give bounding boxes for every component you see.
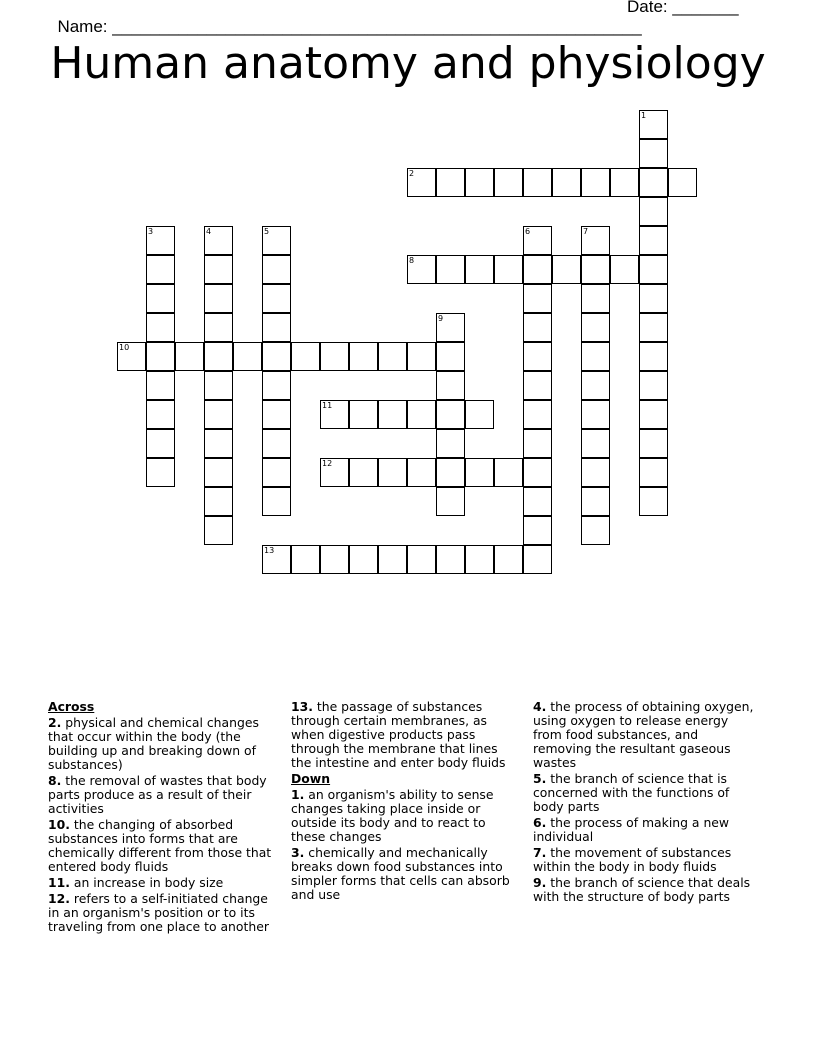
grid-cell[interactable] (262, 458, 291, 487)
grid-cell[interactable] (581, 342, 610, 371)
grid-cell[interactable] (523, 516, 552, 545)
grid-cell[interactable] (494, 255, 523, 284)
grid-cell[interactable] (204, 342, 233, 371)
grid-cell[interactable] (204, 313, 233, 342)
cell-number: 13 (264, 546, 275, 555)
grid-cell[interactable] (639, 313, 668, 342)
across-heading: Across (48, 699, 95, 714)
grid-cell[interactable] (262, 429, 291, 458)
grid-cell[interactable] (639, 400, 668, 429)
grid-cell[interactable] (204, 400, 233, 429)
grid-cell[interactable] (639, 226, 668, 255)
clue-column-1 (48, 700, 276, 936)
cell-number: 5 (264, 227, 270, 236)
grid-cell[interactable] (146, 429, 175, 458)
grid-cell[interactable] (523, 226, 552, 255)
grid-cell[interactable] (494, 458, 523, 487)
down-clue-3: 3. chemically and mechanically breaks down food substances into simpler forms that cells can absorb and use (291, 845, 510, 902)
grid-cell[interactable] (175, 342, 204, 371)
date-field-label[interactable]: Date: _______ (627, 0, 739, 16)
grid-cell[interactable] (639, 168, 668, 197)
grid-cell[interactable] (465, 400, 494, 429)
down-clue-6: 6. the process of making a new individual (533, 815, 730, 844)
grid-cell[interactable] (320, 400, 349, 429)
grid-cell[interactable] (581, 371, 610, 400)
grid-cell[interactable] (349, 458, 378, 487)
grid-cell[interactable] (291, 545, 320, 574)
across-clue-11: 11. an increase in body size (48, 875, 224, 890)
grid-cell[interactable] (146, 342, 175, 371)
grid-cell[interactable] (465, 168, 494, 197)
cell-number: 2 (409, 169, 415, 178)
grid-cell[interactable] (552, 255, 581, 284)
grid-cell[interactable] (581, 313, 610, 342)
grid-cell[interactable] (523, 458, 552, 487)
grid-cell[interactable] (204, 458, 233, 487)
grid-cell[interactable] (349, 400, 378, 429)
grid-cell[interactable] (436, 255, 465, 284)
grid-cell[interactable] (552, 168, 581, 197)
grid-cell[interactable] (320, 458, 349, 487)
across-clue-13: 13. the passage of substances through certain membranes, as when digestive products pass through the membrane that lines the intestine and enter body fluids (291, 699, 506, 770)
cell-number: 4 (206, 227, 212, 236)
grid-cell[interactable] (523, 487, 552, 516)
grid-cell[interactable] (523, 284, 552, 313)
grid-cell[interactable] (436, 487, 465, 516)
grid-cell[interactable] (581, 458, 610, 487)
grid-cell[interactable] (146, 371, 175, 400)
grid-cell[interactable] (291, 342, 320, 371)
grid-cell[interactable] (639, 458, 668, 487)
clue-column-3 (533, 700, 755, 906)
grid-cell[interactable] (639, 487, 668, 516)
grid-cell[interactable] (407, 458, 436, 487)
grid-cell[interactable] (581, 487, 610, 516)
grid-cell[interactable] (407, 168, 436, 197)
grid-cell[interactable] (146, 400, 175, 429)
grid-cell[interactable] (262, 313, 291, 342)
grid-cell[interactable] (204, 255, 233, 284)
grid-cell[interactable] (465, 255, 494, 284)
grid-cell[interactable] (668, 168, 697, 197)
grid-cell[interactable] (639, 429, 668, 458)
cell-number: 1 (641, 111, 647, 120)
grid-cell[interactable] (146, 458, 175, 487)
grid-cell[interactable] (639, 284, 668, 313)
down-clue-9: 9. the branch of science that deals with the structure of body parts (533, 875, 751, 904)
grid-cell[interactable] (465, 545, 494, 574)
grid-cell[interactable] (436, 371, 465, 400)
grid-cell[interactable] (581, 400, 610, 429)
down-heading: Down (291, 771, 331, 786)
grid-cell[interactable] (407, 342, 436, 371)
across-clue-2: 2. physical and chemical changes that occur within the body (the building up and breaking down of substances) (48, 715, 259, 772)
name-field-label[interactable]: Name: ________________________________________________________ (57, 17, 642, 36)
grid-cell[interactable] (523, 371, 552, 400)
grid-cell[interactable] (523, 313, 552, 342)
cell-number: 9 (438, 314, 444, 323)
cell-number: 6 (525, 227, 531, 236)
grid-cell[interactable] (407, 255, 436, 284)
grid-cell[interactable] (146, 255, 175, 284)
grid-cell[interactable] (523, 255, 552, 284)
cell-number: 10 (119, 343, 130, 352)
grid-cell[interactable] (204, 516, 233, 545)
grid-cell[interactable] (146, 284, 175, 313)
grid-cell[interactable] (639, 342, 668, 371)
grid-cell[interactable] (204, 487, 233, 516)
grid-cell[interactable] (262, 371, 291, 400)
grid-cell[interactable] (639, 139, 668, 168)
grid-cell[interactable] (262, 342, 291, 371)
grid-cell[interactable] (523, 400, 552, 429)
grid-cell[interactable] (204, 371, 233, 400)
grid-cell[interactable] (639, 197, 668, 226)
grid-cell[interactable] (146, 313, 175, 342)
grid-cell[interactable] (262, 487, 291, 516)
cell-number: 11 (322, 401, 333, 410)
grid-cell[interactable] (436, 168, 465, 197)
grid-cell[interactable] (378, 458, 407, 487)
grid-cell[interactable] (581, 429, 610, 458)
grid-cell[interactable] (581, 255, 610, 284)
grid-cell[interactable] (204, 429, 233, 458)
grid-cell[interactable] (436, 429, 465, 458)
grid-cell[interactable] (523, 545, 552, 574)
down-clue-5: 5. the branch of science that is concerned with the functions of body parts (533, 771, 730, 814)
grid-cell[interactable] (117, 342, 146, 371)
grid-cell[interactable] (523, 429, 552, 458)
clue-column-2 (291, 700, 521, 904)
grid-cell[interactable] (349, 545, 378, 574)
grid-cell[interactable] (436, 313, 465, 342)
grid-cell[interactable] (523, 342, 552, 371)
grid-cell[interactable] (320, 545, 349, 574)
grid-cell[interactable] (581, 516, 610, 545)
cell-number: 12 (322, 459, 333, 468)
grid-cell[interactable] (436, 458, 465, 487)
cell-number: 7 (583, 227, 589, 236)
grid-cell[interactable] (233, 342, 262, 371)
grid-cell[interactable] (407, 400, 436, 429)
cell-number: 3 (148, 227, 154, 236)
grid-cell[interactable] (349, 342, 378, 371)
grid-cell[interactable] (639, 110, 668, 139)
grid-cell[interactable] (378, 342, 407, 371)
grid-cell[interactable] (494, 168, 523, 197)
grid-cell[interactable] (436, 342, 465, 371)
down-clue-7: 7. the movement of substances within the body in body fluids (533, 845, 732, 874)
grid-cell[interactable] (581, 284, 610, 313)
across-clue-8: 8. the removal of wastes that body parts produce as a result of their activities (48, 773, 267, 816)
grid-cell[interactable] (494, 545, 523, 574)
grid-cell[interactable] (407, 545, 436, 574)
page-title: Human anatomy and physiology (50, 38, 766, 89)
grid-cell[interactable] (204, 226, 233, 255)
grid-cell[interactable] (436, 545, 465, 574)
grid-cell[interactable] (581, 226, 610, 255)
grid-cell[interactable] (610, 255, 639, 284)
grid-cell[interactable] (320, 342, 349, 371)
cell-number: 8 (409, 256, 415, 265)
grid-cell[interactable] (523, 168, 552, 197)
grid-cell[interactable] (262, 400, 291, 429)
grid-cell[interactable] (581, 168, 610, 197)
grid-cell[interactable] (262, 545, 291, 574)
across-clue-10: 10. the changing of absorbed substances into forms that are chemically different from those that entered body fluids (48, 817, 272, 874)
across-clue-12: 12. refers to a self-initiated change in an organism's position or to its traveling from one place to another (48, 891, 269, 934)
grid-cell[interactable] (639, 371, 668, 400)
grid-cell[interactable] (436, 400, 465, 429)
down-clue-4: 4. the process of obtaining oxygen, using oxygen to release energy from food substances, and removing the resultant gaseous wastes (533, 699, 754, 770)
grid-cell[interactable] (639, 255, 668, 284)
grid-cell[interactable] (262, 284, 291, 313)
grid-cell[interactable] (204, 284, 233, 313)
grid-cell[interactable] (610, 168, 639, 197)
grid-cell[interactable] (378, 400, 407, 429)
grid-cell[interactable] (146, 226, 175, 255)
grid-cell[interactable] (378, 545, 407, 574)
grid-cell[interactable] (262, 255, 291, 284)
grid-cell[interactable] (465, 458, 494, 487)
down-clue-1: 1. an organism's ability to sense changes taking place inside or outside its body and to react to these changes (291, 787, 494, 844)
grid-cell[interactable] (262, 226, 291, 255)
